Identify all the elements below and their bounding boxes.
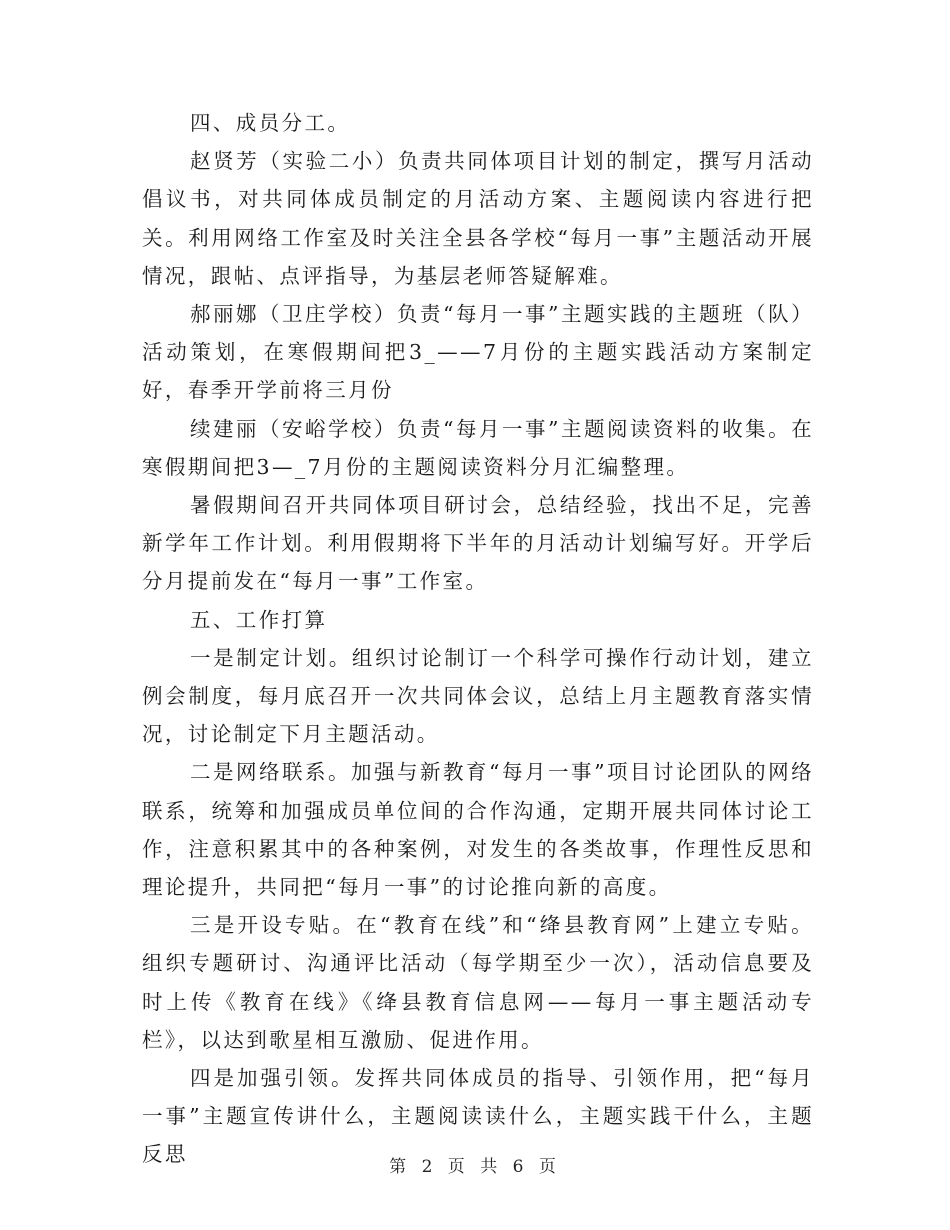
page-number-footer: 第 2 页 共 6 页 <box>389 1157 561 1177</box>
paragraph-hao: 郝丽娜（卫庄学校）负责“每月一事”主题实践的主题班（队）活动策划，在寒假期间把3_——7月份的主题实践活动方案制定好，春季开学前将三月份 <box>142 302 814 403</box>
paragraph-summer: 暑假期间召开共同体项目研讨会，总结经验，找出不足，完善新学年工作计划。利用假期将下半年的月活动计划编写好。开学后分月提前发在“每月一事”工作室。 <box>142 493 814 594</box>
document-body <box>142 104 814 1174</box>
paragraph-plan-2: 二是网络联系。加强与新教育“每月一事”项目讨论团队的网络联系，统筹和加强成员单位间的合作沟通，定期开展共同体讨论工作，注意积累其中的各种案例，对发生的各类故事，作理性反思和理论提升，共同把“每月一事”的讨论推向新的高度。 <box>142 760 814 900</box>
paragraph-plan-1: 一是制定计划。组织讨论制订一个科学可操作行动计划，建立例会制度，每月底召开一次共同体会议，总结上月主题教育落实情况，讨论制定下月主题活动。 <box>142 645 814 747</box>
section-heading-plan: 五、工作打算 <box>190 607 328 632</box>
paragraph-plan-3: 三是开设专贴。在“教育在线”和“绛县教育网”上建立专贴。组织专题研讨、沟通评比活动（每学期至少一次），活动信息要及时上传《教育在线》《绛县教育信息网——每月一事主题活动专栏》，以达到歌星相互激励、促进作用。 <box>142 913 814 1052</box>
paragraph-xu: 续建丽（安峪学校）负责“每月一事”主题阅读资料的收集。在寒假期间把3—_7月份的主题阅读资料分月汇编整理。 <box>142 416 814 479</box>
paragraph-zhao: 赵贤芳（实验二小）负责共同体项目计划的制定，撰写月活动倡议书，对共同体成员制定的月活动方案、主题阅读内容进行把关。利用网络工作室及时关注全县各学校“每月一事”主题活动开展情况，跟帖、点评指导，为基层老师答疑解难。 <box>142 149 814 288</box>
section-heading-members: 四、成员分工。 <box>190 111 351 135</box>
paragraph-plan-4: 四是加强引领。发挥共同体成员的指导、引领作用，把“每月一事”主题宣传讲什么，主题阅读读什么，主题实践干什么，主题反思 <box>142 1066 814 1167</box>
